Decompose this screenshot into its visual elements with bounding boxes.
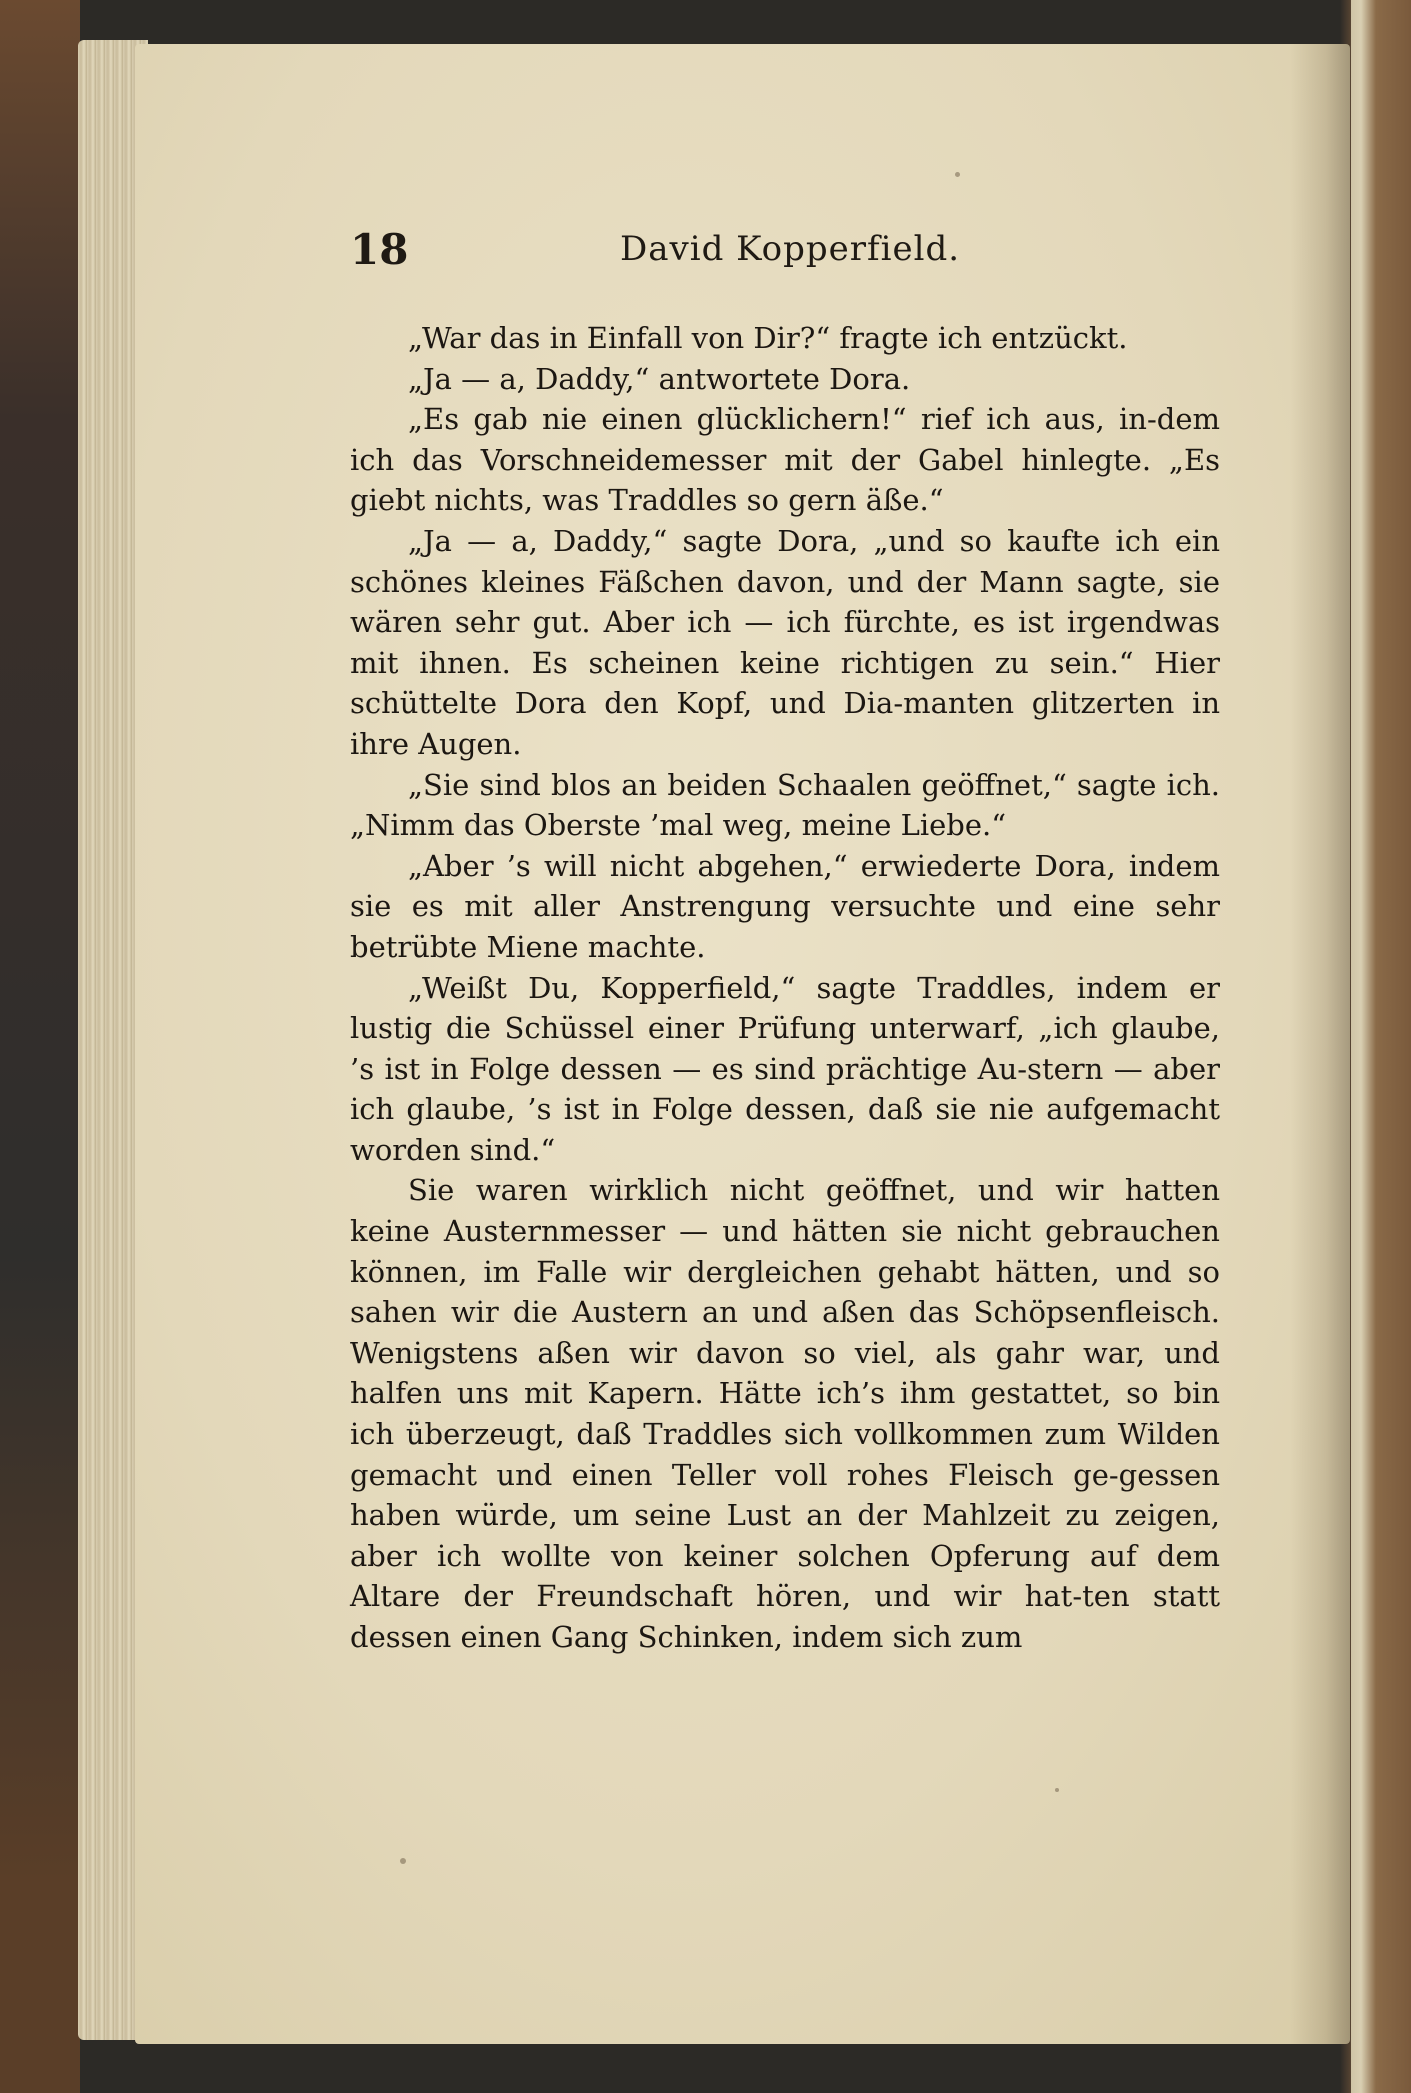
paragraph: „Es gab nie einen glücklichern!“ rief ich aus, in-dem ich das Vorschneidemesser mit der Gabel hinlegte. „Es giebt nichts, was Traddles so gern äße.“ — [350, 402, 1220, 518]
book-cover-right — [1351, 0, 1411, 2093]
paragraph: Sie waren wirklich nicht geöffnet, und wir hatten keine Austernmesser — und hätten sie nicht gebrauchen können, im Falle wir dergleichen gehabt hätten, und so sahen wir die Austern an und aßen das Schöpsenfleisch. Wenigstens aßen wir davon so viel, als gahr war, und halfen uns mit Kapern. Hätte ich’s ihm gestattet, so bin ich überzeugt, daß Traddles sich vollkommen zum Wilden gemacht und einen Teller voll rohes Fleisch ge-gessen haben würde, um seine Lust an der Mahlzeit zu zeigen, aber ich wollte von keiner solchen Opferung auf dem Altare der Freundschaft hören, und wir hat-ten statt dessen einen Gang Schinken, indem sich zum — [350, 1173, 1220, 1654]
paper-speck — [955, 172, 960, 177]
paragraph: „Weißt Du, Kopperfield,“ sagte Traddles, indem er lustig die Schüssel einer Prüfung unterwarf, „ich glaube, ’s ist in Folge dessen — es sind prächtige Au-stern — aber ich glaube, ’s ist in Folge dessen, daß sie nie aufgemacht worden sind.“ — [350, 970, 1220, 1167]
paragraph: „Ja — a, Daddy,“ sagte Dora, „und so kaufte ich ein schönes kleines Fäßchen davon, und der Mann sagte, sie wären sehr gut. Aber ich — ich fürchte, es ist irgendwas mit ihnen. Es scheinen keine richtigen zu sein.“ Hier schüttelte Dora den Kopf, und Dia-manten glitzerten in ihre Augen. — [350, 523, 1220, 761]
paragraph: „Sie sind blos an beiden Schaalen geöffnet,“ sagte ich. „Nimm das Oberste ’mal weg, meine Liebe.“ — [350, 767, 1220, 843]
paper-speck — [400, 1858, 406, 1864]
gutter-shadow — [1290, 44, 1350, 2044]
paper-speck — [1055, 1788, 1059, 1792]
page-number: 18 — [350, 225, 409, 274]
paragraph: „War das in Einfall von Dir?“ fragte ich entzückt. — [408, 321, 1128, 355]
paragraph: „Aber ’s will nicht abgehen,“ erwiederte Dora, indem sie es mit aller Anstrengung versuchte und eine sehr betrübte Miene machte. — [350, 848, 1220, 964]
body-text — [350, 318, 1220, 1658]
page-header — [350, 225, 1230, 285]
running-title: David Kopperfield. — [619, 229, 961, 269]
book-cover-left — [0, 0, 80, 2093]
paragraph: „Ja — a, Daddy,“ antwortete Dora. — [408, 361, 911, 396]
